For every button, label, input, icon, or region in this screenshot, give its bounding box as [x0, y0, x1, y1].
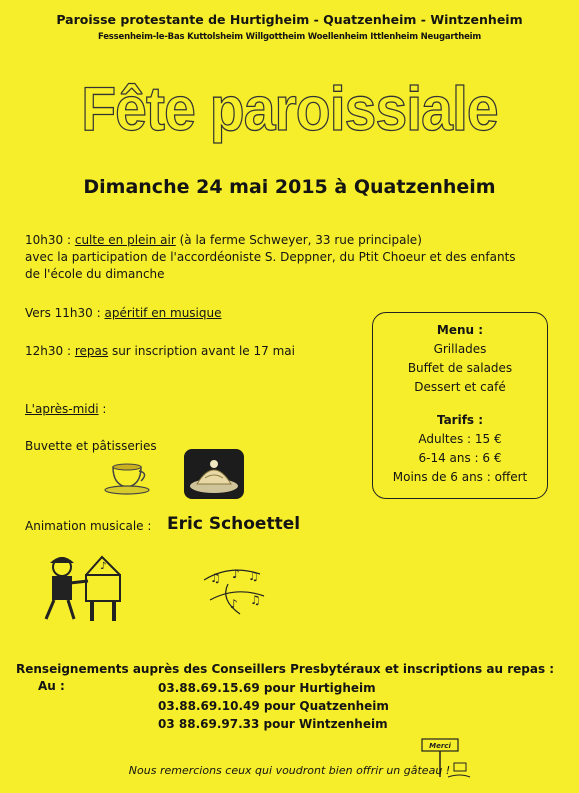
svg-text:♫: ♫ [248, 569, 259, 583]
contact-phone: 03 88.69.97.33 pour Wintzenheim [158, 717, 388, 731]
menu-item: Buffet de salades [407, 361, 513, 375]
aperitif-time: Vers 11h30 : [25, 306, 101, 320]
cake-icon [183, 448, 245, 504]
menu-item: Grillades [433, 342, 487, 356]
coffee-cup-icon [103, 455, 155, 501]
tariff-item: Moins de 6 ans : offert [392, 470, 528, 484]
menu-item: Dessert et café [414, 380, 506, 394]
meal-detail: sur inscription avant le 17 mai [111, 344, 295, 358]
svg-text:♪: ♪ [232, 567, 240, 581]
meal-line [25, 343, 295, 360]
afternoon-heading [25, 401, 106, 418]
meal-label: repas [74, 344, 109, 358]
pianist-icon [40, 553, 130, 627]
worship-line2: avec la participation de l'accordéoniste S. Deppner, du Ptit Choeur et des enfants [25, 250, 516, 264]
parish-name: Paroisse protestante de Hurtigheim - Quatzenheim - Wintzenheim [56, 12, 523, 27]
tariffs-heading: Tarifs : [436, 413, 484, 427]
contact-phone: 03.88.69.10.49 pour Quatzenheim [158, 699, 389, 713]
svg-text:♫: ♫ [210, 571, 221, 585]
svg-text:♫: ♫ [250, 593, 261, 607]
worship-label: culte en plein air [74, 233, 176, 247]
contact-intro: Renseignements auprès des Conseillers Presbytéraux et inscriptions au repas : [16, 662, 555, 676]
merci-sign-text: Merci [429, 742, 451, 750]
music-line [25, 518, 151, 535]
meal-time: 12h30 : [25, 344, 72, 358]
svg-text:♪: ♪ [100, 561, 107, 572]
merci-sign-icon [420, 737, 472, 785]
refreshments-line: Buvette et pâtisseries [25, 439, 157, 453]
aperitif-label: apéritif en musique [104, 306, 222, 320]
event-date: Dimanche 24 mai 2015 à Quatzenheim [83, 176, 496, 198]
worship-time: 10h30 : [25, 233, 72, 247]
contact-phone: 03.88.69.15.69 pour Hurtigheim [158, 681, 376, 695]
aperitif-line [25, 305, 222, 322]
worship-detail: (à la ferme Schweyer, 33 rue principale) [179, 233, 422, 247]
worship-block [25, 232, 516, 283]
contact-at: Au : [38, 679, 65, 693]
event-title: Fête paroissiale [81, 75, 498, 144]
afternoon-label: L'après-midi [25, 402, 99, 416]
thanks-note: Nous remercions ceux qui voudront bien offrir un gâteau ! [128, 764, 451, 777]
menu-box [372, 312, 548, 499]
menu-heading: Menu : [436, 323, 484, 337]
svg-text:♪: ♪ [230, 597, 238, 611]
music-label: Animation musicale : [25, 519, 152, 533]
worship-line3: de l'école du dimanche [25, 267, 165, 281]
villages-list: Fessenheim-le-Bas Kuttolsheim Willgottheim Woellenheim Ittlenheim Neugartheim [97, 32, 482, 42]
tariff-item: Adultes : 15 € [418, 432, 502, 446]
music-notes-icon [200, 560, 270, 624]
music-artist: Eric Schoettel [167, 514, 301, 534]
afternoon-colon: : [102, 402, 107, 416]
tariff-item: 6-14 ans : 6 € [418, 451, 502, 465]
